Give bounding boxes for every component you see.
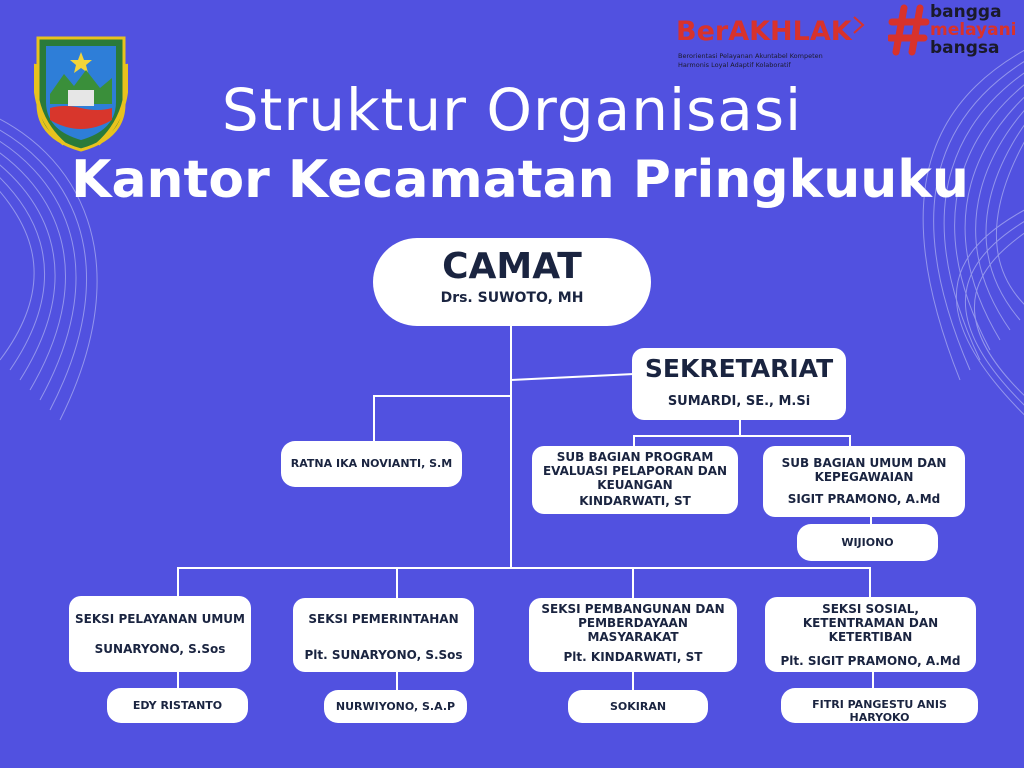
staff-box-nurwiyono bbox=[324, 690, 467, 723]
sekretariat-name: SUMARDI, SE., M.Si bbox=[667, 394, 811, 409]
staff-name: WIJIONO bbox=[841, 536, 894, 549]
seksi-pembangunan-box bbox=[529, 598, 737, 672]
berakhlak-text: BerAKHLAK bbox=[676, 16, 852, 47]
seksi-sosial-box bbox=[765, 597, 976, 672]
page-subtitle: Kantor Kecamatan Pringkuuku bbox=[71, 150, 969, 210]
staff-box-sokiran bbox=[568, 690, 708, 723]
camat-box bbox=[373, 238, 651, 326]
bangga-line-2: melayani bbox=[930, 20, 1017, 40]
camat-title: CAMAT bbox=[442, 246, 582, 287]
sekretariat-box bbox=[632, 348, 846, 420]
staff-box-fitri bbox=[781, 688, 978, 723]
seksi-title: SEKSI SOSIAL, KETENTRAMAN DAN KETERTIBAN bbox=[802, 602, 939, 644]
seksi-head: Plt. SUNARYONO, S.Sos bbox=[304, 648, 463, 662]
berakhlak-tagline-2: Harmonis Loyal Adaptif Kolaboratif bbox=[678, 61, 791, 69]
sekretariat-title: SEKRETARIAT bbox=[644, 354, 834, 383]
staff-name: NURWIYONO, S.A.P bbox=[335, 700, 456, 713]
camat-name: Drs. SUWOTO, MH bbox=[440, 290, 584, 306]
sub-bagian-program-title: SUB BAGIAN PROGRAM EVALUASI PELAPORAN DAN KEUANGAN bbox=[542, 450, 728, 492]
bangga-line-3: bangsa bbox=[930, 38, 1000, 58]
staff-name: EDY RISTANTO bbox=[132, 699, 223, 712]
page-title: Struktur Organisasi bbox=[221, 76, 803, 144]
seksi-title: SEKSI PEMBANGUNAN DAN PEMBERDAYAAN MASYARAKAT bbox=[541, 602, 725, 644]
sub-bagian-program-name: KINDARWATI, ST bbox=[579, 494, 691, 508]
seksi-title: SEKSI PEMERINTAHAN bbox=[308, 612, 459, 626]
staff-name: FITRI PANGESTU ANIS HARYOKO bbox=[812, 698, 947, 724]
staff-box-ratna bbox=[281, 441, 462, 487]
berakhlak-tagline-1: Berorientasi Pelayanan Akuntabel Kompeten bbox=[678, 52, 823, 60]
sub-bagian-umum-title: SUB BAGIAN UMUM DAN KEPEGAWAIAN bbox=[781, 456, 947, 484]
staff-name: SOKIRAN bbox=[609, 700, 667, 713]
seksi-pelayanan-umum-box bbox=[69, 596, 251, 672]
staff-box-wijiono bbox=[797, 524, 938, 561]
seksi-head: Plt. KINDARWATI, ST bbox=[563, 650, 703, 664]
sub-bagian-umum-name: SIGIT PRAMONO, A.Md bbox=[787, 492, 941, 506]
bangga-line-1: bangga bbox=[930, 2, 1002, 22]
seksi-head: Plt. SIGIT PRAMONO, A.Md bbox=[780, 654, 961, 668]
seksi-head: SUNARYONO, S.Sos bbox=[94, 642, 226, 656]
seksi-pemerintahan-box bbox=[293, 598, 474, 672]
seksi-title: SEKSI PELAYANAN UMUM bbox=[75, 612, 245, 626]
staff-name: RATNA IKA NOVIANTI, S.M bbox=[290, 457, 453, 470]
sub-bagian-umum-box bbox=[763, 446, 965, 517]
sub-bagian-program-box bbox=[532, 446, 738, 514]
staff-box-edy bbox=[107, 688, 248, 723]
